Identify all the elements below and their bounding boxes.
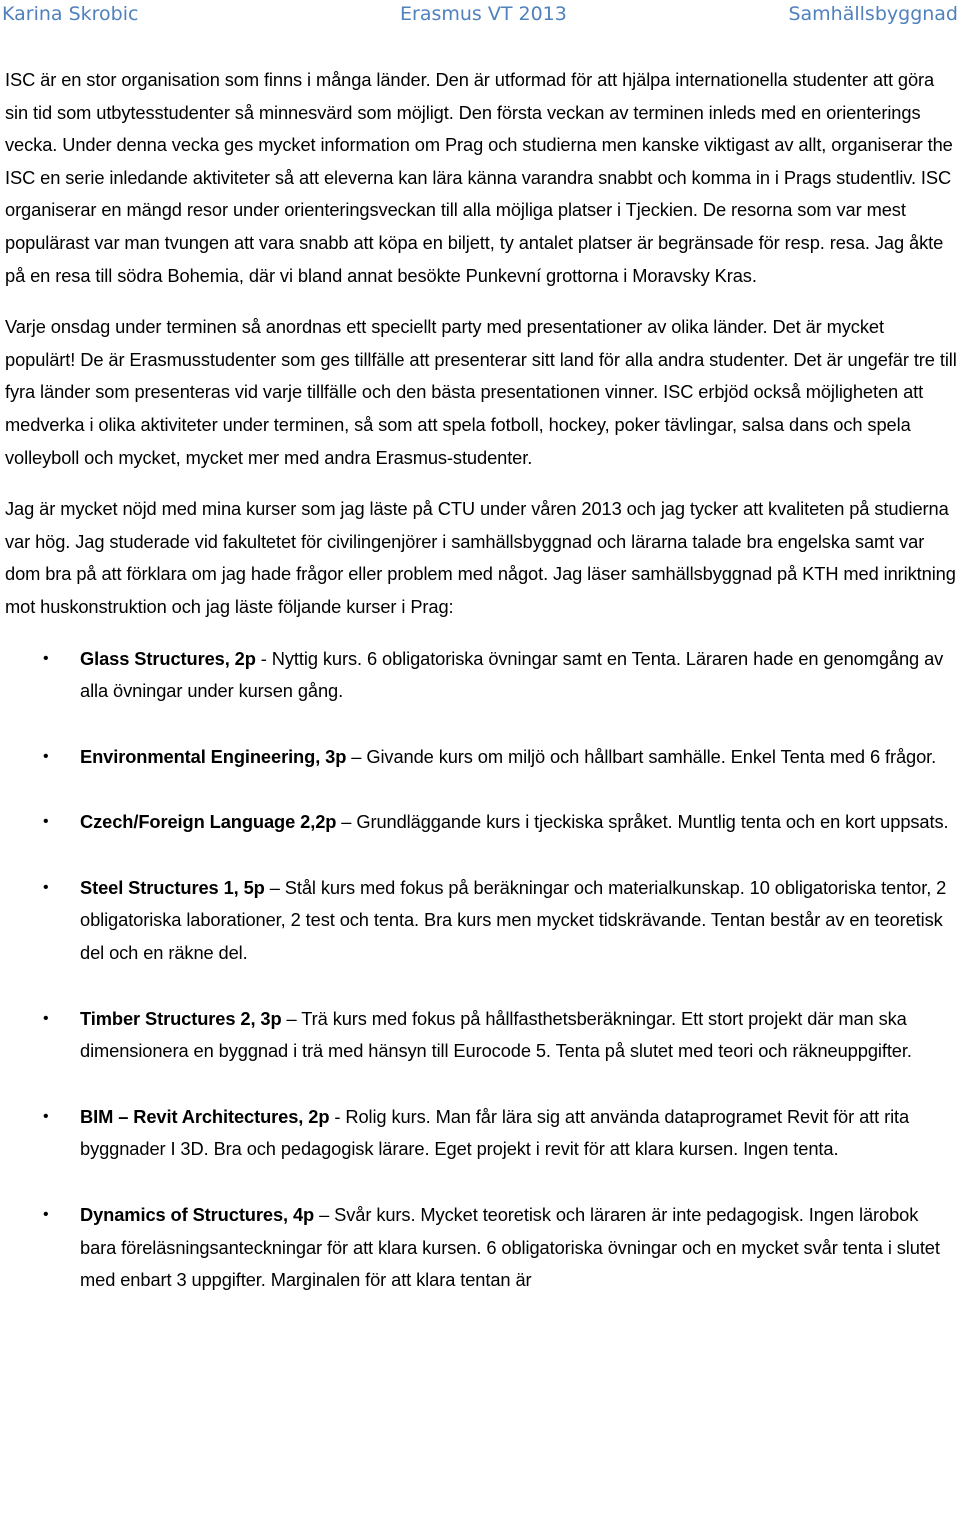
list-item <box>5 1101 957 1166</box>
course-name: Steel Structures 1, 5p <box>80 876 265 898</box>
bullet-icon: • <box>43 1009 49 1027</box>
paragraph-isc-intro: ISC är en stor organisation som finns i många länder. Den är utformad för att hjälpa internationella studenter att göra sin tid som utbytesstudenter så minnesvärd som möjligt. Den första veckan av terminen inleds med en orienterings vecka. Under denna vecka ges mycket information om Prag och studierna men kanske viktigast av allt, organiserar the ISC en serie inledande aktiviteter så att eleverna kan lära känna varandra snabbt och komma in i Prags studentliv. ISC organiserar en mängd resor under orienteringsveckan till alla möjliga platser i Tjeckien. De resorna som var mest populärast var man tvungen att vara snabb att köpa en biljett, ty antalet platser är begränsade för resp. resa. Jag åkte på en resa till södra Bohemia, där vi bland annat besökte Punkevní grottorna i Moravsky Kras. <box>5 69 953 286</box>
course-name: BIM – Revit Architectures, 2p <box>80 1105 330 1127</box>
header-field: Samhällsbyggnad <box>788 3 958 25</box>
paragraph-courses-intro: Jag är mycket nöjd med mina kurser som jag läste på CTU under våren 2013 och jag tycker att kvaliteten på studierna var hög. Jag studerade vid fakultetet för civilingenjörer i samhällsbyggnad och lärarna talade bra engelska samt var dom bra på att förklara om jag hade frågor eller problem med något. Jag läser samhällsbyggnad på KTH med inriktning mot huskonstruktion och jag läste följande kurser i Prag: <box>5 498 956 617</box>
bullet-icon: • <box>43 649 49 667</box>
list-item <box>5 1003 957 1068</box>
course-description: – Svår kurs. Mycket teoretisk och läraren är inte pedagogisk. Ingen lärobok bara föreläsningsanteckningar för att klara kursen. 6 obligatoriska övningar och en mycket svår tenta i slutet med enbart 3 uppgifter. Marginalen för att klara tentan är <box>80 1204 940 1291</box>
course-description: – Grundläggande kurs i tjeckiska språket. Muntlig tenta och en kort uppsats. <box>336 811 949 833</box>
list-item <box>5 872 957 970</box>
course-name: Timber Structures 2, 3p <box>80 1007 282 1029</box>
list-item <box>5 1199 957 1297</box>
bullet-icon: • <box>43 1206 49 1224</box>
bullet-icon: • <box>43 1107 49 1125</box>
course-description: – Trä kurs med fokus på hållfasthetsberäkningar. Ett stort projekt där man ska dimensionera en byggnad i trä med hänsyn till Eurocode 5. Tenta på slutet med teori och räkneuppgifter. <box>80 1007 912 1062</box>
page-header <box>0 0 960 30</box>
course-description: – Givande kurs om miljö och hållbart samhälle. Enkel Tenta med 6 frågor. <box>346 745 937 767</box>
course-description: - Rolig kurs. Man får lära sig att använda dataprogramet Revit för att rita byggnader I 3D. Bra och pedagogisk lärare. Eget projekt i revit för att klara kursen. Ingen tenta. <box>80 1105 910 1160</box>
course-description: - Nyttig kurs. 6 obligatoriska övningar samt en Tenta. Läraren hade en genomgång av alla övningar under kursen gång. <box>80 647 944 702</box>
course-name: Glass Structures, 2p <box>80 647 256 669</box>
list-item <box>5 806 957 839</box>
bullet-icon: • <box>43 878 49 896</box>
bullet-icon: • <box>43 747 49 765</box>
course-description: – Stål kurs med fokus på beräkningar och materialkunskap. 10 obligatoriska tentor, 2 obligatoriska laborationer, 2 test och tenta. Bra kurs men mycket tidskrävande. Tentan består av en teoretisk del och en räkne del. <box>80 876 947 964</box>
course-name: Environmental Engineering, 3p <box>80 745 347 767</box>
course-list <box>5 643 957 1297</box>
course-name: Czech/Foreign Language 2,2p <box>80 811 337 833</box>
paragraph-wednesday-party: Varje onsdag under terminen så anordnas ett speciellt party med presentationer av olika länder. Det är mycket populärt! De är Erasmusstudenter som ges tillfälle att presenterar sitt land för alla andra studenter. Det är ungefär tre till fyra länder som presenteras vid varje tillfälle och den bästa presentationen vinner. ISC erbjöd också möjligheten att medverka i olika aktiviteter under terminen, så som att spela fotboll, hockey, poker tävlingar, salsa dans och spela volleyboll och mycket, mycket mer med andra Erasmus-studenter. <box>5 316 957 468</box>
document-body <box>5 64 957 1330</box>
list-item <box>5 643 957 708</box>
course-name: Dynamics of Structures, 4p <box>80 1204 315 1226</box>
header-author: Karina Skrobic <box>2 3 139 25</box>
bullet-icon: • <box>43 813 49 831</box>
header-program: Erasmus VT 2013 <box>400 3 567 25</box>
list-item <box>5 741 957 774</box>
